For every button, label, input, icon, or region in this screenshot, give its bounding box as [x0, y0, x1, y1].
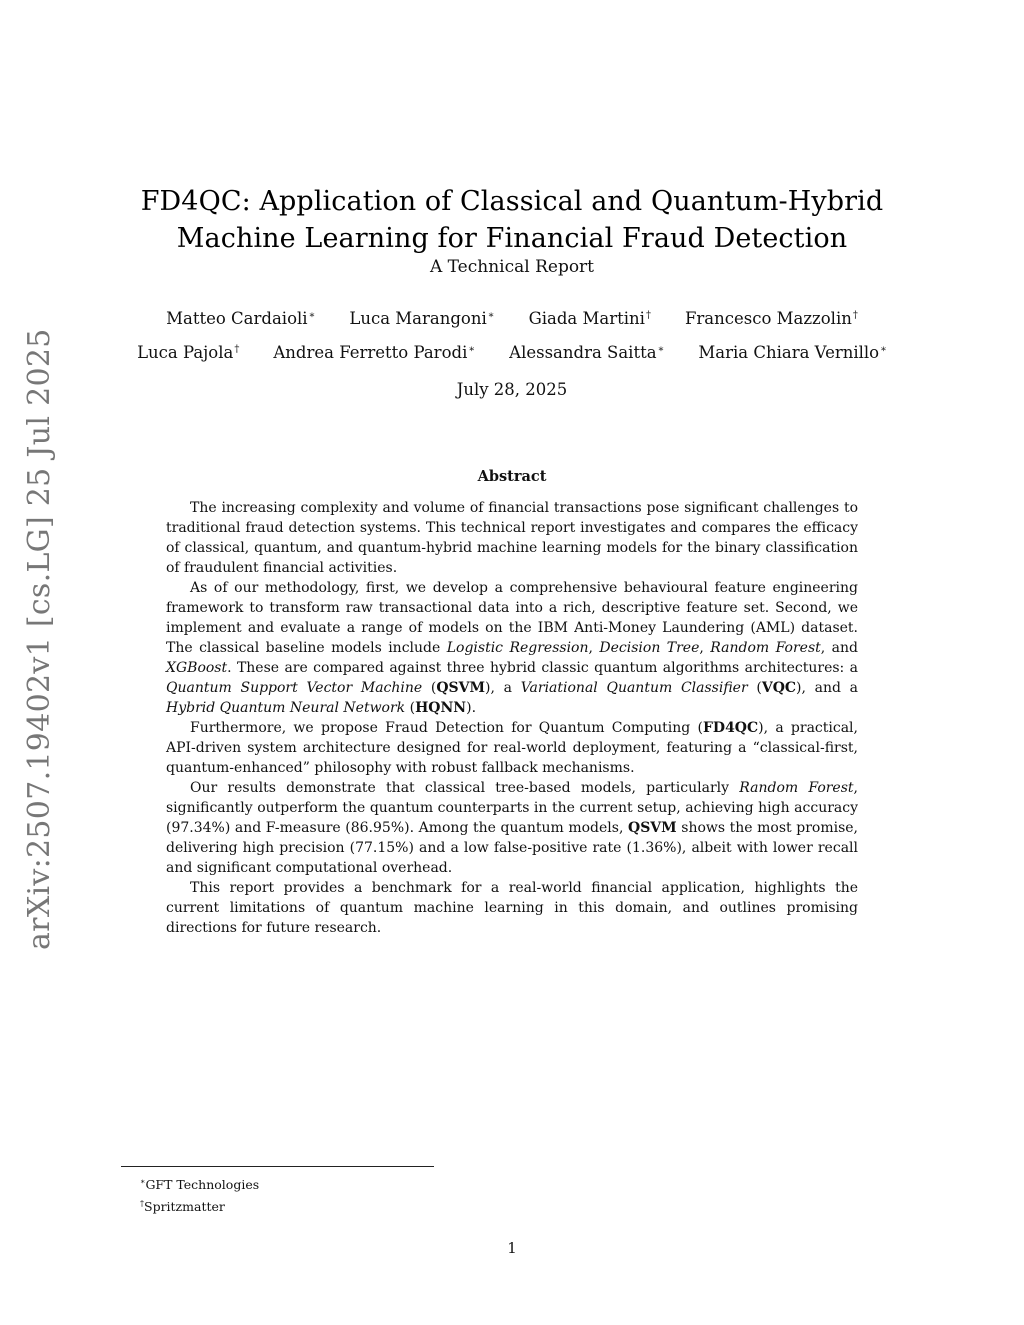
abstract-paragraph-5: This report provides a benchmark for a real-world financial application, highlights the current limitations of quantum machine learning in this domain, and outlines promising directions for future research.	[166, 880, 858, 936]
footnote-divider	[121, 1166, 434, 1167]
title-line-2: Machine Learning for Financial Fraud Detection	[176, 223, 848, 254]
publication-date: July 28, 2025	[456, 380, 568, 399]
author: Maria Chiara Vernillo∗	[698, 343, 887, 362]
author-row-2	[0, 339, 1024, 364]
abstract-paragraph-3: Furthermore, we propose Fraud Detection for Quantum Computing (FD4QC), a practical, API-driven system architecture designed for real-world deployment, featuring a “classical-first, quantum-enhanced” philosophy with robust fallback mechanisms.	[166, 720, 858, 776]
abstract-paragraph-2: As of our methodology, first, we develop a comprehensive behavioural feature engineering framework to transform raw transactional data into a rich, descriptive feature set. Second, we implement and evaluate a range of models on the IBM Anti-Money Laundering (AML) dataset. The classical baseline models include Logistic Regression, Decision Tree, Random Forest, and XGBoost. These are compared against three hybrid classic quantum algorithms architectures: a Quantum Support Vector Machine (QSVM), a Variational Quantum Classifier (VQC), and a Hybrid Quantum Neural Network (HQNN).	[166, 580, 859, 716]
abstract-paragraph-1: The increasing complexity and volume of financial transactions pose significant challenges to traditional fraud detection systems. This technical report investigates and compares the efficacy of classical, quantum, and quantum-hybrid machine learning models for the binary classification of fraudulent financial activities.	[166, 500, 858, 576]
author: Andrea Ferretto Parodi∗	[273, 343, 476, 362]
footnotes	[140, 1172, 259, 1216]
footnote: ∗GFT Technologies	[140, 1177, 260, 1192]
abstract-body	[166, 498, 858, 938]
author: Luca Pajola†	[137, 343, 240, 362]
page-number: 1	[507, 1239, 517, 1257]
author: Matteo Cardaioli∗	[166, 309, 316, 328]
subtitle: A Technical Report	[429, 257, 595, 277]
title-line-1: FD4QC: Application of Classical and Quantum-Hybrid	[140, 186, 884, 217]
author: Alessandra Saitta∗	[509, 343, 665, 362]
author-row-1	[0, 305, 1024, 330]
author: Giada Martini†	[528, 309, 651, 328]
title-block	[0, 183, 1024, 277]
author: Francesco Mazzolin†	[684, 309, 858, 328]
footnote: †Spritzmatter	[140, 1199, 225, 1214]
abstract-heading: Abstract	[477, 468, 547, 485]
author: Luca Marangoni∗	[349, 309, 495, 328]
arxiv-identifier: arXiv:2507.19402v1 [cs.LG] 25 Jul 2025	[22, 328, 57, 950]
abstract-paragraph-4: Our results demonstrate that classical tree-based models, particularly Random Forest, significantly outperform the quantum counterparts in the current setup, achieving high accuracy (97.34%) and F-measure (86.95%). Among the quantum models, QSVM shows the most promise, delivering high precision (77.15%) and a low false-positive rate (1.36%), albeit with lower recall and significant computational overhead.	[166, 780, 858, 876]
